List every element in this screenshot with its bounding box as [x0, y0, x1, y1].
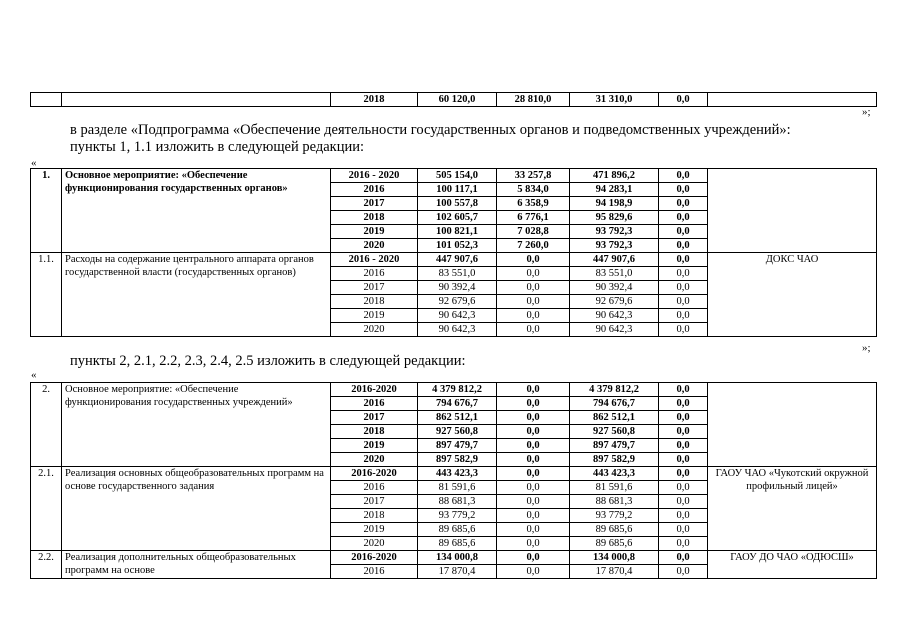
year-cell: 2020: [331, 323, 418, 337]
year-cell: 2018: [331, 509, 418, 523]
federal-cell: 443 423,3: [570, 467, 659, 481]
federal-cell: 4 379 812,2: [570, 383, 659, 397]
year-cell: 2017: [331, 281, 418, 295]
okrug-cell: 28 810,0: [497, 93, 570, 107]
other-cell: 0,0: [659, 169, 708, 183]
federal-cell: 94 198,9: [570, 197, 659, 211]
table-row: [31, 169, 877, 183]
federal-cell: 92 679,6: [570, 295, 659, 309]
year-cell: 2016: [331, 183, 418, 197]
table-row: [31, 467, 877, 481]
federal-cell: 90 642,3: [570, 309, 659, 323]
okrug-cell: 0,0: [497, 537, 570, 551]
okrug-cell: 0,0: [497, 397, 570, 411]
total-cell: 102 605,7: [418, 211, 497, 225]
total-cell: 93 779,2: [418, 509, 497, 523]
year-cell: 2017: [331, 197, 418, 211]
executor-cell: ГАОУ ЧАО «Чукотский окружной профильный лицей»: [708, 467, 877, 551]
total-cell: 927 560,8: [418, 425, 497, 439]
year-cell: 2019: [331, 309, 418, 323]
total-cell: 897 479,7: [418, 439, 497, 453]
year-cell: 2018: [331, 93, 418, 107]
federal-cell: 794 676,7: [570, 397, 659, 411]
table-row: [31, 551, 877, 565]
okrug-cell: 33 257,8: [497, 169, 570, 183]
okrug-cell: 5 834,0: [497, 183, 570, 197]
year-cell: 2018: [331, 425, 418, 439]
total-cell: 88 681,3: [418, 495, 497, 509]
total-cell: 60 120,0: [418, 93, 497, 107]
other-cell: 0,0: [659, 253, 708, 267]
okrug-cell: 0,0: [497, 453, 570, 467]
federal-cell: 31 310,0: [570, 93, 659, 107]
okrug-cell: 0,0: [497, 523, 570, 537]
year-cell: 2018: [331, 295, 418, 309]
federal-cell: 95 829,6: [570, 211, 659, 225]
item-name: Основное мероприятие: «Обеспечение функционирования государственных органов»: [62, 169, 331, 253]
other-cell: 0,0: [659, 383, 708, 397]
okrug-cell: 0,0: [497, 383, 570, 397]
okrug-cell: 0,0: [497, 425, 570, 439]
year-cell: 2017: [331, 411, 418, 425]
okrug-cell: 0,0: [497, 565, 570, 579]
year-cell: 2016 - 2020: [331, 253, 418, 267]
item-name: Основное мероприятие: «Обеспечение функционирования государственных учреждений»: [62, 383, 331, 467]
year-cell: 2016: [331, 397, 418, 411]
federal-cell: 83 551,0: [570, 267, 659, 281]
total-cell: 100 117,1: [418, 183, 497, 197]
federal-cell: 90 642,3: [570, 323, 659, 337]
other-cell: 0,0: [659, 295, 708, 309]
item-number: 2.2.: [31, 551, 62, 579]
table-row: [31, 383, 877, 397]
year-cell: 2020: [331, 239, 418, 253]
other-cell: 0,0: [659, 281, 708, 295]
federal-cell: 88 681,3: [570, 495, 659, 509]
item-name: Реализация дополнительных общеобразовательных программ на основе: [62, 551, 331, 579]
okrug-cell: 0,0: [497, 467, 570, 481]
other-cell: 0,0: [659, 239, 708, 253]
okrug-cell: 7 028,8: [497, 225, 570, 239]
other-cell: 0,0: [659, 425, 708, 439]
item-number: 1.1.: [31, 253, 62, 337]
other-cell: 0,0: [659, 93, 708, 107]
year-cell: 2016-2020: [331, 467, 418, 481]
federal-cell: 471 896,2: [570, 169, 659, 183]
item-name: Расходы на содержание центрального аппарата органов государственной власти (государственных органов): [62, 253, 331, 337]
table-row: [31, 253, 877, 267]
other-cell: 0,0: [659, 453, 708, 467]
other-cell: 0,0: [659, 467, 708, 481]
item-number: 2.: [31, 383, 62, 467]
federal-cell: 897 479,7: [570, 439, 659, 453]
okrug-cell: 0,0: [497, 495, 570, 509]
total-cell: 81 591,6: [418, 481, 497, 495]
table-row: [31, 93, 877, 107]
amendment-instruction: пункты 2, 2.1, 2.2, 2.3, 2.4, 2.5 изложить в следующей редакции:: [70, 353, 466, 369]
open-quote-mark: «: [31, 369, 37, 381]
total-cell: 447 907,6: [418, 253, 497, 267]
executor-cell: ГАОУ ДО ЧАО «ОДЮСШ»: [708, 551, 877, 579]
year-cell: 2016-2020: [331, 383, 418, 397]
other-cell: 0,0: [659, 523, 708, 537]
executor-cell: ДОКС ЧАО: [708, 253, 877, 337]
table-subprogram-2: [30, 382, 877, 579]
total-cell: 89 685,6: [418, 523, 497, 537]
federal-cell: 93 792,3: [570, 225, 659, 239]
okrug-cell: 6 358,9: [497, 197, 570, 211]
okrug-cell: 0,0: [497, 281, 570, 295]
total-cell: 134 000,8: [418, 551, 497, 565]
amendment-instruction: пункты 1, 1.1 изложить в следующей редакции:: [70, 139, 365, 155]
other-cell: 0,0: [659, 267, 708, 281]
total-cell: 443 423,3: [418, 467, 497, 481]
total-cell: 89 685,6: [418, 537, 497, 551]
okrug-cell: 0,0: [497, 439, 570, 453]
item-number: 2.1.: [31, 467, 62, 551]
okrug-cell: 0,0: [497, 295, 570, 309]
other-cell: 0,0: [659, 183, 708, 197]
item-name: Реализация основных общеобразовательных программ на основе государственного задания: [62, 467, 331, 551]
item-number: 1.: [31, 169, 62, 253]
table-subprogram-1: [30, 168, 877, 337]
federal-cell: 17 870,4: [570, 565, 659, 579]
table-fragment-top: [30, 92, 877, 107]
other-cell: 0,0: [659, 197, 708, 211]
year-cell: 2020: [331, 537, 418, 551]
total-cell: 101 052,3: [418, 239, 497, 253]
executor-cell: [708, 383, 877, 467]
amendment-intro: в разделе «Подпрограмма «Обеспечение деятельности государственных органов и подведомственных учреждений»:: [70, 122, 791, 138]
okrug-cell: 6 776,1: [497, 211, 570, 225]
year-cell: 2016-2020: [331, 551, 418, 565]
federal-cell: 134 000,8: [570, 551, 659, 565]
other-cell: 0,0: [659, 411, 708, 425]
okrug-cell: 0,0: [497, 253, 570, 267]
federal-cell: 897 582,9: [570, 453, 659, 467]
okrug-cell: 0,0: [497, 509, 570, 523]
total-cell: 100 821,1: [418, 225, 497, 239]
executor-cell: [708, 169, 877, 253]
total-cell: 90 392,4: [418, 281, 497, 295]
other-cell: 0,0: [659, 211, 708, 225]
total-cell: 4 379 812,2: [418, 383, 497, 397]
year-cell: 2019: [331, 523, 418, 537]
other-cell: 0,0: [659, 509, 708, 523]
total-cell: 83 551,0: [418, 267, 497, 281]
okrug-cell: 0,0: [497, 551, 570, 565]
federal-cell: 447 907,6: [570, 253, 659, 267]
okrug-cell: 7 260,0: [497, 239, 570, 253]
okrug-cell: 0,0: [497, 267, 570, 281]
total-cell: 897 582,9: [418, 453, 497, 467]
close-quote-mark: »;: [862, 106, 871, 118]
federal-cell: 93 779,2: [570, 509, 659, 523]
other-cell: 0,0: [659, 323, 708, 337]
federal-cell: 89 685,6: [570, 537, 659, 551]
other-cell: 0,0: [659, 537, 708, 551]
other-cell: 0,0: [659, 225, 708, 239]
okrug-cell: 0,0: [497, 481, 570, 495]
other-cell: 0,0: [659, 495, 708, 509]
other-cell: 0,0: [659, 309, 708, 323]
federal-cell: 81 591,6: [570, 481, 659, 495]
year-cell: 2020: [331, 453, 418, 467]
federal-cell: 862 512,1: [570, 411, 659, 425]
total-cell: 100 557,8: [418, 197, 497, 211]
okrug-cell: 0,0: [497, 411, 570, 425]
total-cell: 862 512,1: [418, 411, 497, 425]
federal-cell: 93 792,3: [570, 239, 659, 253]
total-cell: 92 679,6: [418, 295, 497, 309]
total-cell: 505 154,0: [418, 169, 497, 183]
open-quote-mark: «: [31, 157, 37, 169]
other-cell: 0,0: [659, 551, 708, 565]
federal-cell: 90 392,4: [570, 281, 659, 295]
year-cell: 2016 - 2020: [331, 169, 418, 183]
year-cell: 2016: [331, 267, 418, 281]
total-cell: 90 642,3: [418, 309, 497, 323]
year-cell: 2018: [331, 211, 418, 225]
year-cell: 2016: [331, 481, 418, 495]
close-quote-mark: »;: [862, 342, 871, 354]
federal-cell: 89 685,6: [570, 523, 659, 537]
year-cell: 2017: [331, 495, 418, 509]
year-cell: 2019: [331, 225, 418, 239]
total-cell: 794 676,7: [418, 397, 497, 411]
year-cell: 2016: [331, 565, 418, 579]
okrug-cell: 0,0: [497, 323, 570, 337]
other-cell: 0,0: [659, 397, 708, 411]
federal-cell: 927 560,8: [570, 425, 659, 439]
okrug-cell: 0,0: [497, 309, 570, 323]
total-cell: 17 870,4: [418, 565, 497, 579]
other-cell: 0,0: [659, 565, 708, 579]
total-cell: 90 642,3: [418, 323, 497, 337]
other-cell: 0,0: [659, 439, 708, 453]
federal-cell: 94 283,1: [570, 183, 659, 197]
year-cell: 2019: [331, 439, 418, 453]
other-cell: 0,0: [659, 481, 708, 495]
